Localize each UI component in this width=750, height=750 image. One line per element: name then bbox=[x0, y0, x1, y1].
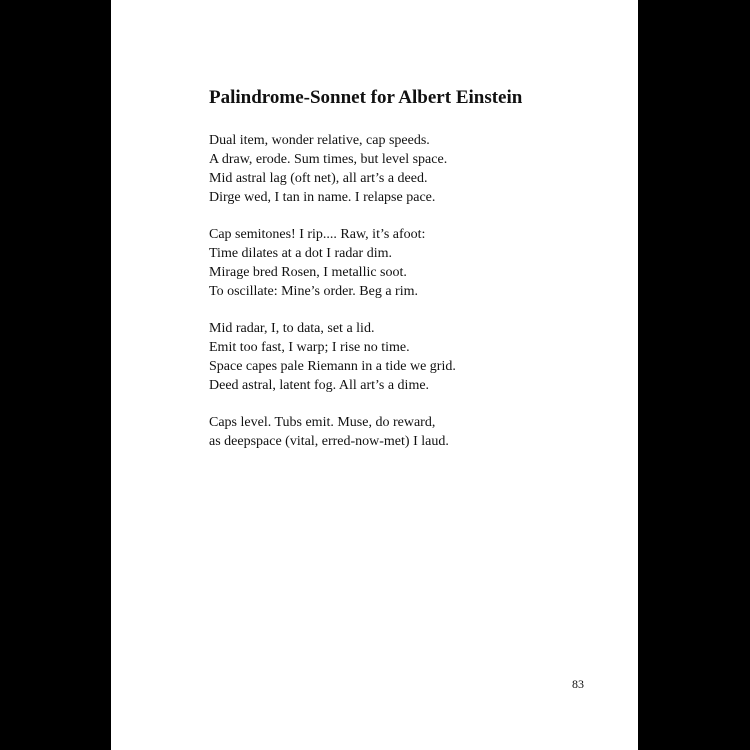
stanza-3 bbox=[209, 319, 609, 395]
poem-line: Dual item, wonder relative, cap speeds. bbox=[209, 133, 430, 148]
stanza-4 bbox=[209, 413, 609, 451]
poem bbox=[209, 86, 609, 469]
poem-line: Space capes pale Riemann in a tide we grid. bbox=[209, 359, 456, 374]
poem-line: Mirage bred Rosen, I metallic soot. bbox=[209, 265, 407, 280]
poem-line: Dirge wed, I tan in name. I relapse pace. bbox=[209, 190, 436, 205]
poem-line: Emit too fast, I warp; I rise no time. bbox=[209, 340, 410, 355]
stanza-1 bbox=[209, 131, 609, 207]
poem-line: A draw, erode. Sum times, but level space. bbox=[209, 152, 448, 167]
poem-line: Mid radar, I, to data, set a lid. bbox=[209, 321, 375, 336]
book-page bbox=[111, 0, 638, 750]
poem-line: Caps level. Tubs emit. Muse, do reward, bbox=[209, 415, 436, 430]
poem-line: Cap semitones! I rip.... Raw, it’s afoot: bbox=[209, 227, 426, 242]
poem-title: Palindrome-Sonnet for Albert Einstein bbox=[209, 87, 523, 108]
poem-line: as deepspace (vital, erred-now-met) I laud. bbox=[209, 434, 449, 449]
poem-line: Deed astral, latent fog. All art’s a dime. bbox=[209, 378, 430, 393]
poem-line: Mid astral lag (oft net), all art’s a deed. bbox=[209, 171, 428, 186]
page-number: 83 bbox=[572, 677, 584, 691]
poem-line: Time dilates at a dot I radar dim. bbox=[209, 246, 392, 261]
poem-line: To oscillate: Mine’s order. Beg a rim. bbox=[209, 284, 418, 299]
stanza-2 bbox=[209, 225, 609, 301]
